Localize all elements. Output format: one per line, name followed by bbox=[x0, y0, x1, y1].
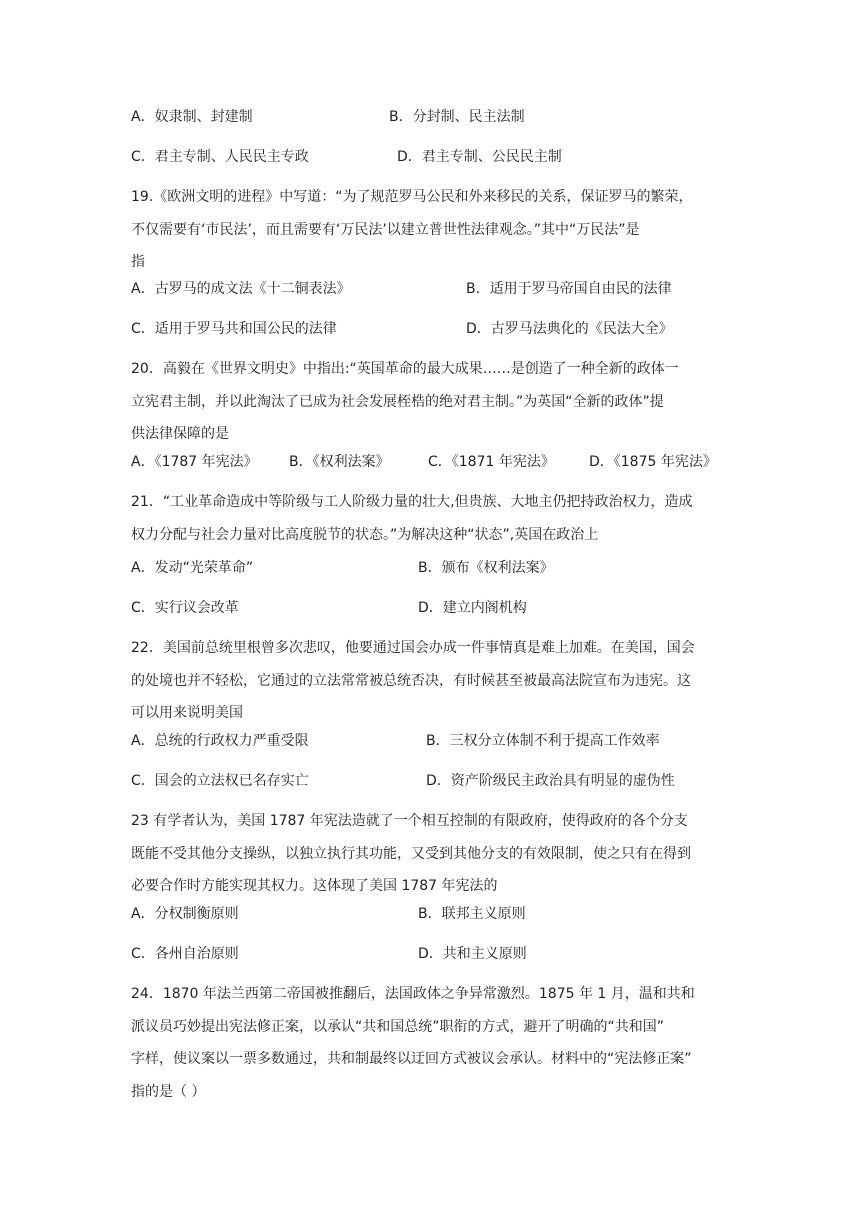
q23-option-d: D．共和主义原则 bbox=[418, 946, 527, 962]
q18-option-d: D．君主专制、公民民主制 bbox=[397, 149, 562, 165]
q21-option-b: B．颁布《权利法案》 bbox=[418, 560, 554, 576]
q18-option-a: A．奴隶制、封建制 bbox=[131, 109, 253, 125]
q24-stem bbox=[131, 978, 731, 1108]
q23-stem bbox=[131, 805, 731, 903]
q19-stem-line: 不仅需要有‘市民法’，而且需要有‘万民法’以建立普世性法律观念。”其中“万民法”是 bbox=[131, 221, 640, 238]
q19-option-d: D．古罗马法典化的《民法大全》 bbox=[466, 321, 673, 337]
q22-option-b: B．三权分立体制不利于提高工作效率 bbox=[426, 733, 660, 749]
q22-option-a: A．总统的行政权力严重受限 bbox=[131, 733, 309, 749]
q21-stem-line: 权力分配与社会力量对比高度脱节的状态。”为解决这种“状态”,英国在政治上 bbox=[131, 526, 599, 543]
q19-stem-line: 19.《欧洲文明的进程》中写道：“为了规范罗马公民和外来移民的关系，保证罗马的繁荣， bbox=[131, 189, 693, 205]
q21-option-a: A．发动“光荣革命” bbox=[131, 560, 254, 576]
q23-option-b: B．联邦主义原则 bbox=[418, 906, 526, 922]
q19-option-b: B．适用于罗马帝国自由民的法律 bbox=[466, 281, 672, 297]
q20-option-b: B．《权利法案》 bbox=[289, 454, 390, 470]
q19-option-a: A．古罗马的成文法《十二铜表法》 bbox=[131, 281, 351, 297]
q20-stem-line: 立宪君主制，并以此淘汰了已成为社会发展桎梏的绝对君主制。”为英国“全新的政体”提 bbox=[131, 393, 664, 410]
q23-stem-line: 必要合作时方能实现其权力。这体现了美国 1787 年宪法的 bbox=[131, 878, 498, 894]
q23-stem-line: 23 有学者认为，美国 1787 年宪法造就了一个相互控制的有限政府，使得政府的各个分支 bbox=[131, 813, 688, 829]
q22-stem-line: 的处境也并不轻松，它通过的立法常常被总统否决，有时候甚至被最高法院宣布为违宪。这 bbox=[131, 672, 691, 689]
q19-stem-line: 指 bbox=[131, 254, 145, 270]
q24-stem-line: 派议员巧妙提出宪法修正案，以承认“共和国总统”职衔的方式，避开了明确的“共和国” bbox=[131, 1018, 665, 1035]
q21-stem-line: 21．“工业革命造成中等阶级与工人阶级力量的壮大,但贵族、大地主仍把持政治权力，造成 bbox=[131, 494, 693, 510]
q22-option-d: D．资产阶级民主政治具有明显的虚伪性 bbox=[426, 773, 675, 789]
q22-option-c: C．国会的立法权已名存实亡 bbox=[131, 773, 309, 789]
q20-stem-line: 供法律保障的是 bbox=[131, 426, 229, 442]
q24-stem-line: 24．1870 年法兰西第二帝国被推翻后，法国政体之争异常激烈。1875 年 1 月，温和共和 bbox=[131, 986, 695, 1002]
q23-option-c: C．各州自治原则 bbox=[131, 946, 239, 962]
q24-stem-line: 指的是（ ） bbox=[131, 1083, 206, 1100]
q20-option-c: C．《1871 年宪法》 bbox=[428, 454, 555, 470]
q20-stem-line: 20．高毅在《世界文明史》中指出:“英国革命的最大成果……是创造了一种全新的政体一 bbox=[131, 361, 679, 377]
q20-option-d: D．《1875 年宪法》 bbox=[589, 454, 717, 470]
q20-stem bbox=[131, 353, 731, 451]
q23-option-a: A．分权制衡原则 bbox=[131, 906, 239, 922]
q22-stem-line: 22．美国前总统里根曾多次悲叹，他要通过国会办成一件事情真是难上加难。在美国，国会 bbox=[131, 640, 695, 656]
q24-stem-line: 字样，使议案以一票多数通过，共和制最终以迂回方式被议会承认。材料中的“宪法修正案” bbox=[131, 1051, 692, 1067]
q21-stem bbox=[131, 486, 731, 551]
q20-option-a: A．《1787 年宪法》 bbox=[131, 454, 258, 470]
q18-option-b: B．分封制、民主法制 bbox=[389, 109, 525, 125]
q18-option-c: C．君主专制、人民民主专政 bbox=[131, 149, 309, 165]
q22-stem bbox=[131, 632, 731, 730]
q21-option-d: D．建立内阁机构 bbox=[418, 600, 527, 616]
q19-stem bbox=[131, 181, 731, 279]
q22-stem-line: 可以用来说明美国 bbox=[131, 705, 243, 721]
q21-option-c: C．实行议会改革 bbox=[131, 600, 239, 616]
q23-stem-line: 既能不受其他分支操纵，以独立执行其功能，又受到其他分支的有效限制，使之只有在得到 bbox=[131, 845, 691, 862]
q19-option-c: C．适用于罗马共和国公民的法律 bbox=[131, 321, 337, 337]
